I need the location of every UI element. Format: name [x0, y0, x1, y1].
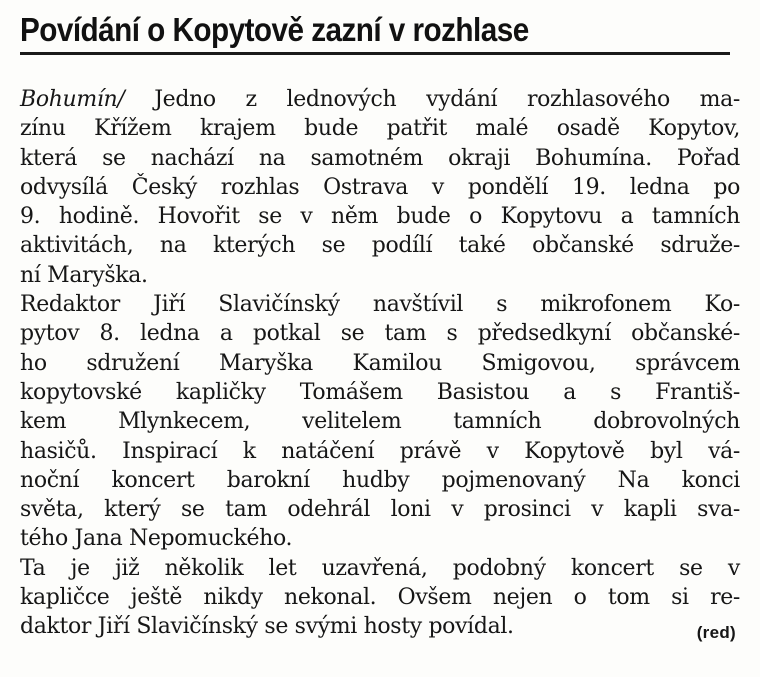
article-headline: Povídání o Kopytově zazní v rozhlase	[20, 11, 529, 48]
text-line: pytov 8. ledna a potkal se tam s předsedkyní občanské-	[20, 321, 740, 347]
text-line: kapličce ještě nikdy nekonal. Ovšem nejen o tom si re-	[20, 585, 740, 611]
text-line: tého Jana Nepomuckého.	[20, 526, 293, 552]
text-line	[20, 85, 740, 114]
text-line: 9. hodině. Hovořit se v něm bude o Kopytovu a tamních	[20, 204, 740, 230]
text-line: kem Mlynkecem, velitelem tamních dobrovolných	[20, 409, 740, 435]
article-body	[20, 85, 744, 648]
text-line: aktivitách, na kterých se podílí také občanské sdruže-	[20, 233, 740, 259]
text-line: ní Maryška.	[20, 262, 148, 288]
text-line: Redaktor Jiří Slavičínský navštívil s mikrofonem Ko-	[20, 292, 740, 318]
text-line: světa, který se tam odehrál loni v prosinci v kapli sva-	[20, 497, 740, 523]
text-line: zínu Křížem krajem bude patřit malé osadě Kopytov,	[20, 116, 740, 142]
text-line: daktor Jiří Slavičínský se svými hosty povídal.	[20, 614, 514, 640]
dateline: Bohumín/	[20, 87, 125, 112]
headline-rule	[20, 52, 730, 55]
text-line: hasičů. Inspirací k natáčení právě v Kopytově byl vá-	[20, 438, 740, 464]
text-line: která se nachází na samotném okraji Bohumína. Pořad	[20, 145, 740, 171]
text-line-content: Jedno z lednových vydání rozhlasového ma-	[154, 87, 740, 112]
paragraph-2	[20, 290, 744, 554]
text-line: ho sdružení Maryška Kamilou Smigovou, správcem	[20, 350, 740, 376]
text-line: odvysílá Český rozhlas Ostrava v pondělí 19. ledna po	[20, 174, 740, 200]
author-signature: (red)	[696, 623, 736, 643]
text-line: noční koncert barokní hudby pojmenovaný Na konci	[20, 467, 740, 493]
paragraph-3	[20, 554, 744, 648]
text-line: kopytovské kapličky Tomášem Basistou a s Františ-	[20, 379, 740, 405]
text-line: Ta je již několik let uzavřená, podobný koncert se v	[20, 555, 740, 581]
closing-line	[20, 612, 740, 647]
paragraph-1	[20, 85, 744, 290]
